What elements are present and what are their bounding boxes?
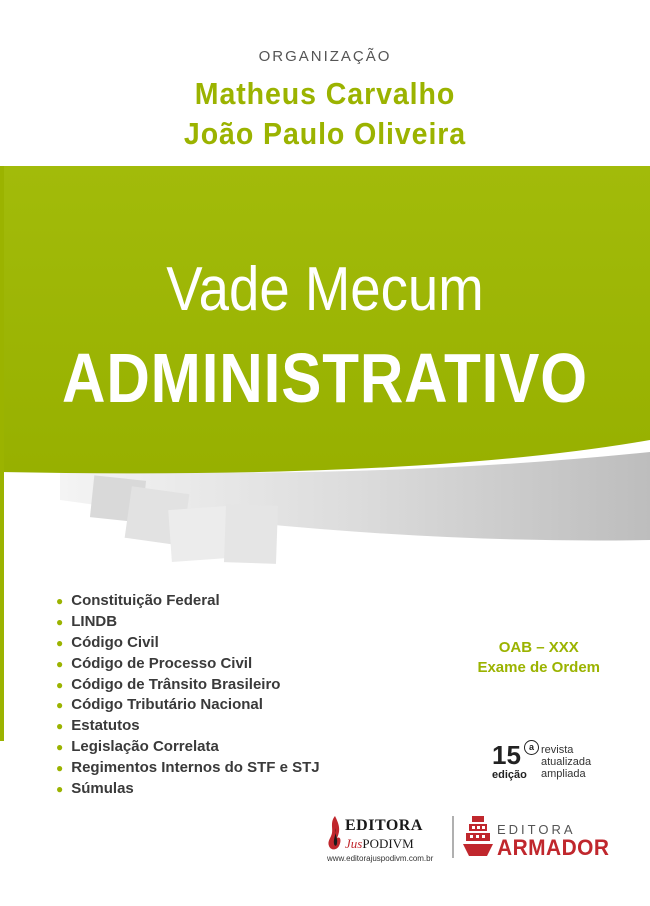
bullet-icon: ●	[56, 594, 64, 608]
ship-icon	[463, 814, 493, 858]
list-item: ● LINDB	[56, 612, 118, 630]
publisher-url: www.editorajuspodivm.com.br	[327, 854, 434, 863]
bullet-icon: ●	[56, 719, 64, 734]
contents-list	[56, 591, 320, 800]
publisher-label: EDITORA	[497, 822, 576, 837]
bullet-icon: ●	[56, 698, 64, 713]
publisher-name: ARMADOR	[497, 835, 610, 860]
list-item: ● Código de Processo Civil	[56, 654, 253, 672]
divider	[452, 816, 454, 858]
list-item: ● Legislação Correlata	[56, 738, 219, 756]
publisher-subname: JusPODIVM	[345, 836, 414, 851]
list-item: ● Regimentos Internos do STF e STJ	[56, 759, 320, 777]
publisher-logo-juspodivm	[327, 814, 447, 864]
edition-number: 15	[492, 740, 521, 770]
publisher-logo-armador	[463, 814, 623, 864]
organization-label: ORGANIZAÇÃO	[258, 48, 392, 65]
list-item: ● Código de Trânsito Brasileiro	[56, 675, 281, 693]
exam-label	[477, 638, 600, 678]
edition-word: edição	[492, 769, 527, 781]
edition-ordinal: a	[524, 740, 539, 755]
title-line-1: Vade Mecum	[166, 255, 484, 324]
list-item: ● Código Civil	[56, 633, 159, 651]
list-item: ● Estatutos	[56, 717, 140, 735]
author-name: João Paulo Oliveira	[183, 116, 467, 151]
exam-line-1: OAB – XXX	[498, 639, 579, 656]
bullet-icon: ●	[56, 635, 64, 650]
bullet-icon: ●	[56, 740, 64, 755]
exam-line-2: Exame de Ordem	[477, 659, 600, 676]
bullet-icon: ●	[56, 656, 64, 671]
edition-notes: revista atualizada ampliada	[541, 744, 592, 780]
bullet-icon: ●	[56, 761, 64, 776]
list-item: ● Súmulas	[56, 780, 134, 798]
author-name: Matheus Carvalho	[194, 76, 456, 111]
bullet-icon: ●	[56, 614, 64, 629]
bullet-icon: ●	[56, 782, 64, 797]
publisher-name: EDITORA	[345, 817, 423, 834]
list-item: ● Constituição Federal	[56, 592, 220, 609]
title-line-2: ADMINISTRATIVO	[62, 339, 588, 417]
bullet-icon: ●	[56, 677, 64, 692]
flame-icon	[327, 816, 343, 852]
list-item: ● Código Tributário Nacional	[56, 696, 263, 714]
